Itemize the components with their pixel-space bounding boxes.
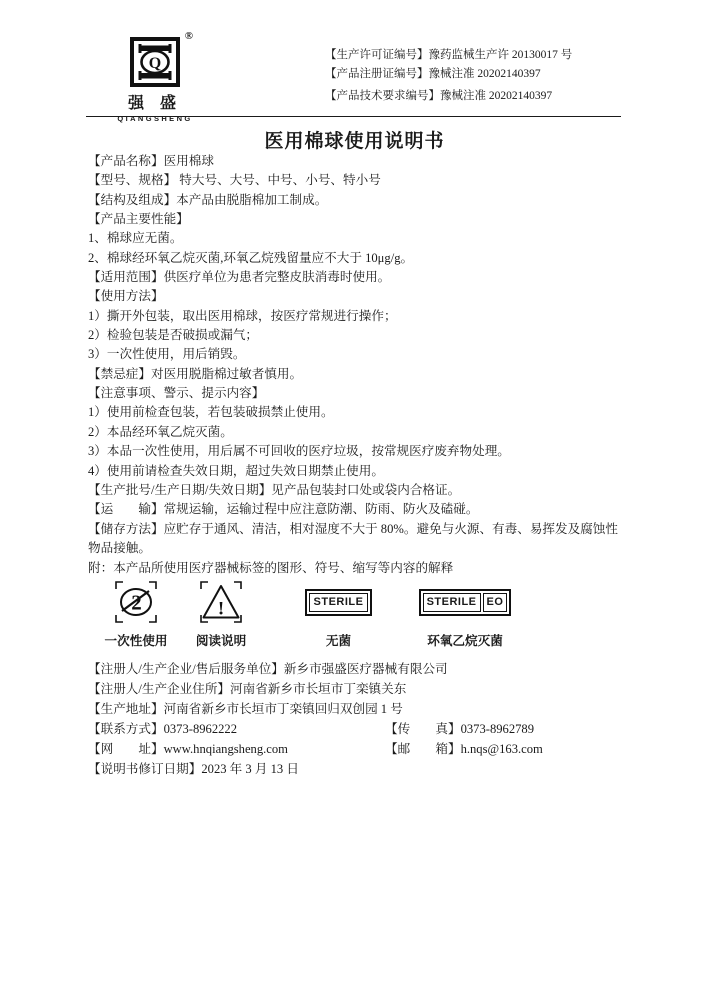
page-title: 医用棉球使用说明书	[264, 131, 445, 152]
registrant-company-line: 【注册人/生产企业/售后服务单位】新乡市强盛医疗器械有限公司	[88, 662, 448, 676]
symbol-label: 阅读说明	[195, 634, 247, 648]
fax-number: 【传 真】0373-8962789	[385, 721, 535, 736]
body-line: 【产品主要性能】	[88, 212, 189, 227]
logo-square-icon	[129, 30, 193, 88]
phone-fax-row	[88, 720, 623, 740]
body-line: 【使用方法】	[88, 289, 164, 304]
registered-trademark-icon: ®	[184, 30, 193, 42]
sterile-icon: STERILE	[305, 589, 373, 616]
sterile-eo-icon: STERILE EO	[419, 589, 512, 616]
registration-numbers	[325, 46, 572, 106]
body-line: 【产品名称】医用棉球	[88, 154, 214, 168]
symbol-label: 环氧乙烷灭菌	[427, 634, 503, 648]
body-line: 1、棉球应无菌。	[88, 231, 183, 246]
manufacturer-info	[88, 660, 623, 779]
technical-requirement-number: 【产品技术要求编号】豫械注准 20202140397	[325, 90, 553, 102]
body-line: 3）一次性使用，用后销毁。	[88, 347, 246, 362]
body-line: 4）使用前请检查失效日期，超过失效日期禁止使用。	[88, 463, 384, 478]
revision-date-line: 【说明书修订日期】2023 年 3 月 13 日	[88, 761, 299, 776]
symbol-label: 无菌	[325, 634, 352, 648]
body-line: 1）使用前检查包装，若包装破损禁止使用。	[88, 405, 334, 420]
body-line: 【适用范围】供医疗单位为患者完整皮肤消毒时使用。	[88, 270, 391, 285]
symbol-sterile	[276, 579, 401, 649]
symbol-sterile-eo	[400, 579, 530, 649]
production-license-number: 【生产许可证编号】豫药监械生产许 20130017 号	[325, 49, 573, 61]
body-line: 【禁忌症】对医用脱脂棉过敏者慎用。	[88, 366, 303, 381]
symbol-label: 一次性使用	[104, 634, 168, 648]
body-line: 3）本品一次性使用，用后属不可回收的医疗垃圾，按常规医疗废弃物处理。	[88, 444, 510, 459]
body-line: 2）检验包装是否破损或漏气；	[88, 328, 259, 343]
symbol-read-instructions	[188, 579, 254, 649]
read-instructions-icon	[197, 578, 245, 626]
phone-number: 【联系方式】0373-8962222	[88, 721, 238, 736]
do-not-reuse-icon	[112, 578, 160, 626]
body-line: 【储存方法】应贮存于通风、清洁，相对湿度不大于 80%。避免与火源、有毒、易挥发及腐蚀性物品接触。	[88, 521, 618, 555]
company-logo	[116, 30, 194, 123]
body-line: 1）撕开外包装，取出医用棉球，按医疗常规进行操作；	[88, 308, 397, 323]
body-line: 2）本品经环氧乙烷灭菌。	[88, 424, 233, 439]
website-url: 【网 址】www.hnqiangsheng.com	[88, 741, 288, 756]
label-symbols-row	[88, 579, 621, 649]
brand-name-pinyin: QIANGSHENG	[117, 114, 193, 123]
body-line: 【运 输】常规运输，运输过程中应注意防潮、防雨、防火及磕碰。	[88, 502, 479, 517]
website-email-row	[88, 740, 623, 760]
brand-name-chinese: 强 盛	[127, 95, 182, 112]
symbol-single-use	[88, 579, 184, 649]
appendix-note: 附：本产品所使用医疗器械标签的图形、符号、缩写等内容的解释	[88, 560, 454, 575]
logo-letter: Q	[148, 55, 162, 72]
body-line: 【生产批号/生产日期/失效日期】见产品包装封口处或袋内合格证。	[88, 482, 461, 497]
instruction-body	[88, 152, 623, 578]
body-line: 2、棉球经环氧乙烷灭菌,环氧乙烷残留量应不大于 10μg/g。	[88, 250, 414, 265]
svg-text:!: !	[217, 598, 225, 620]
body-line: 【注意事项、警示、提示内容】	[88, 386, 265, 401]
body-line: 【型号、规格】 特大号、大号、中号、小号、特小号	[88, 173, 381, 188]
header-divider	[86, 116, 621, 117]
svg-text:2: 2	[131, 590, 142, 615]
body-line: 【结构及组成】本产品由脱脂棉加工制成。	[88, 192, 328, 207]
registrant-address-line: 【注册人/生产企业住所】河南省新乡市长垣市丁栾镇关东	[88, 681, 407, 696]
product-registration-number: 【产品注册证编号】豫械注准 20202140397	[325, 68, 541, 80]
email-address: 【邮 箱】h.nqs@163.com	[385, 741, 543, 756]
production-address-line: 【生产地址】河南省新乡市长垣市丁栾镇回归双创园 1 号	[88, 701, 403, 716]
